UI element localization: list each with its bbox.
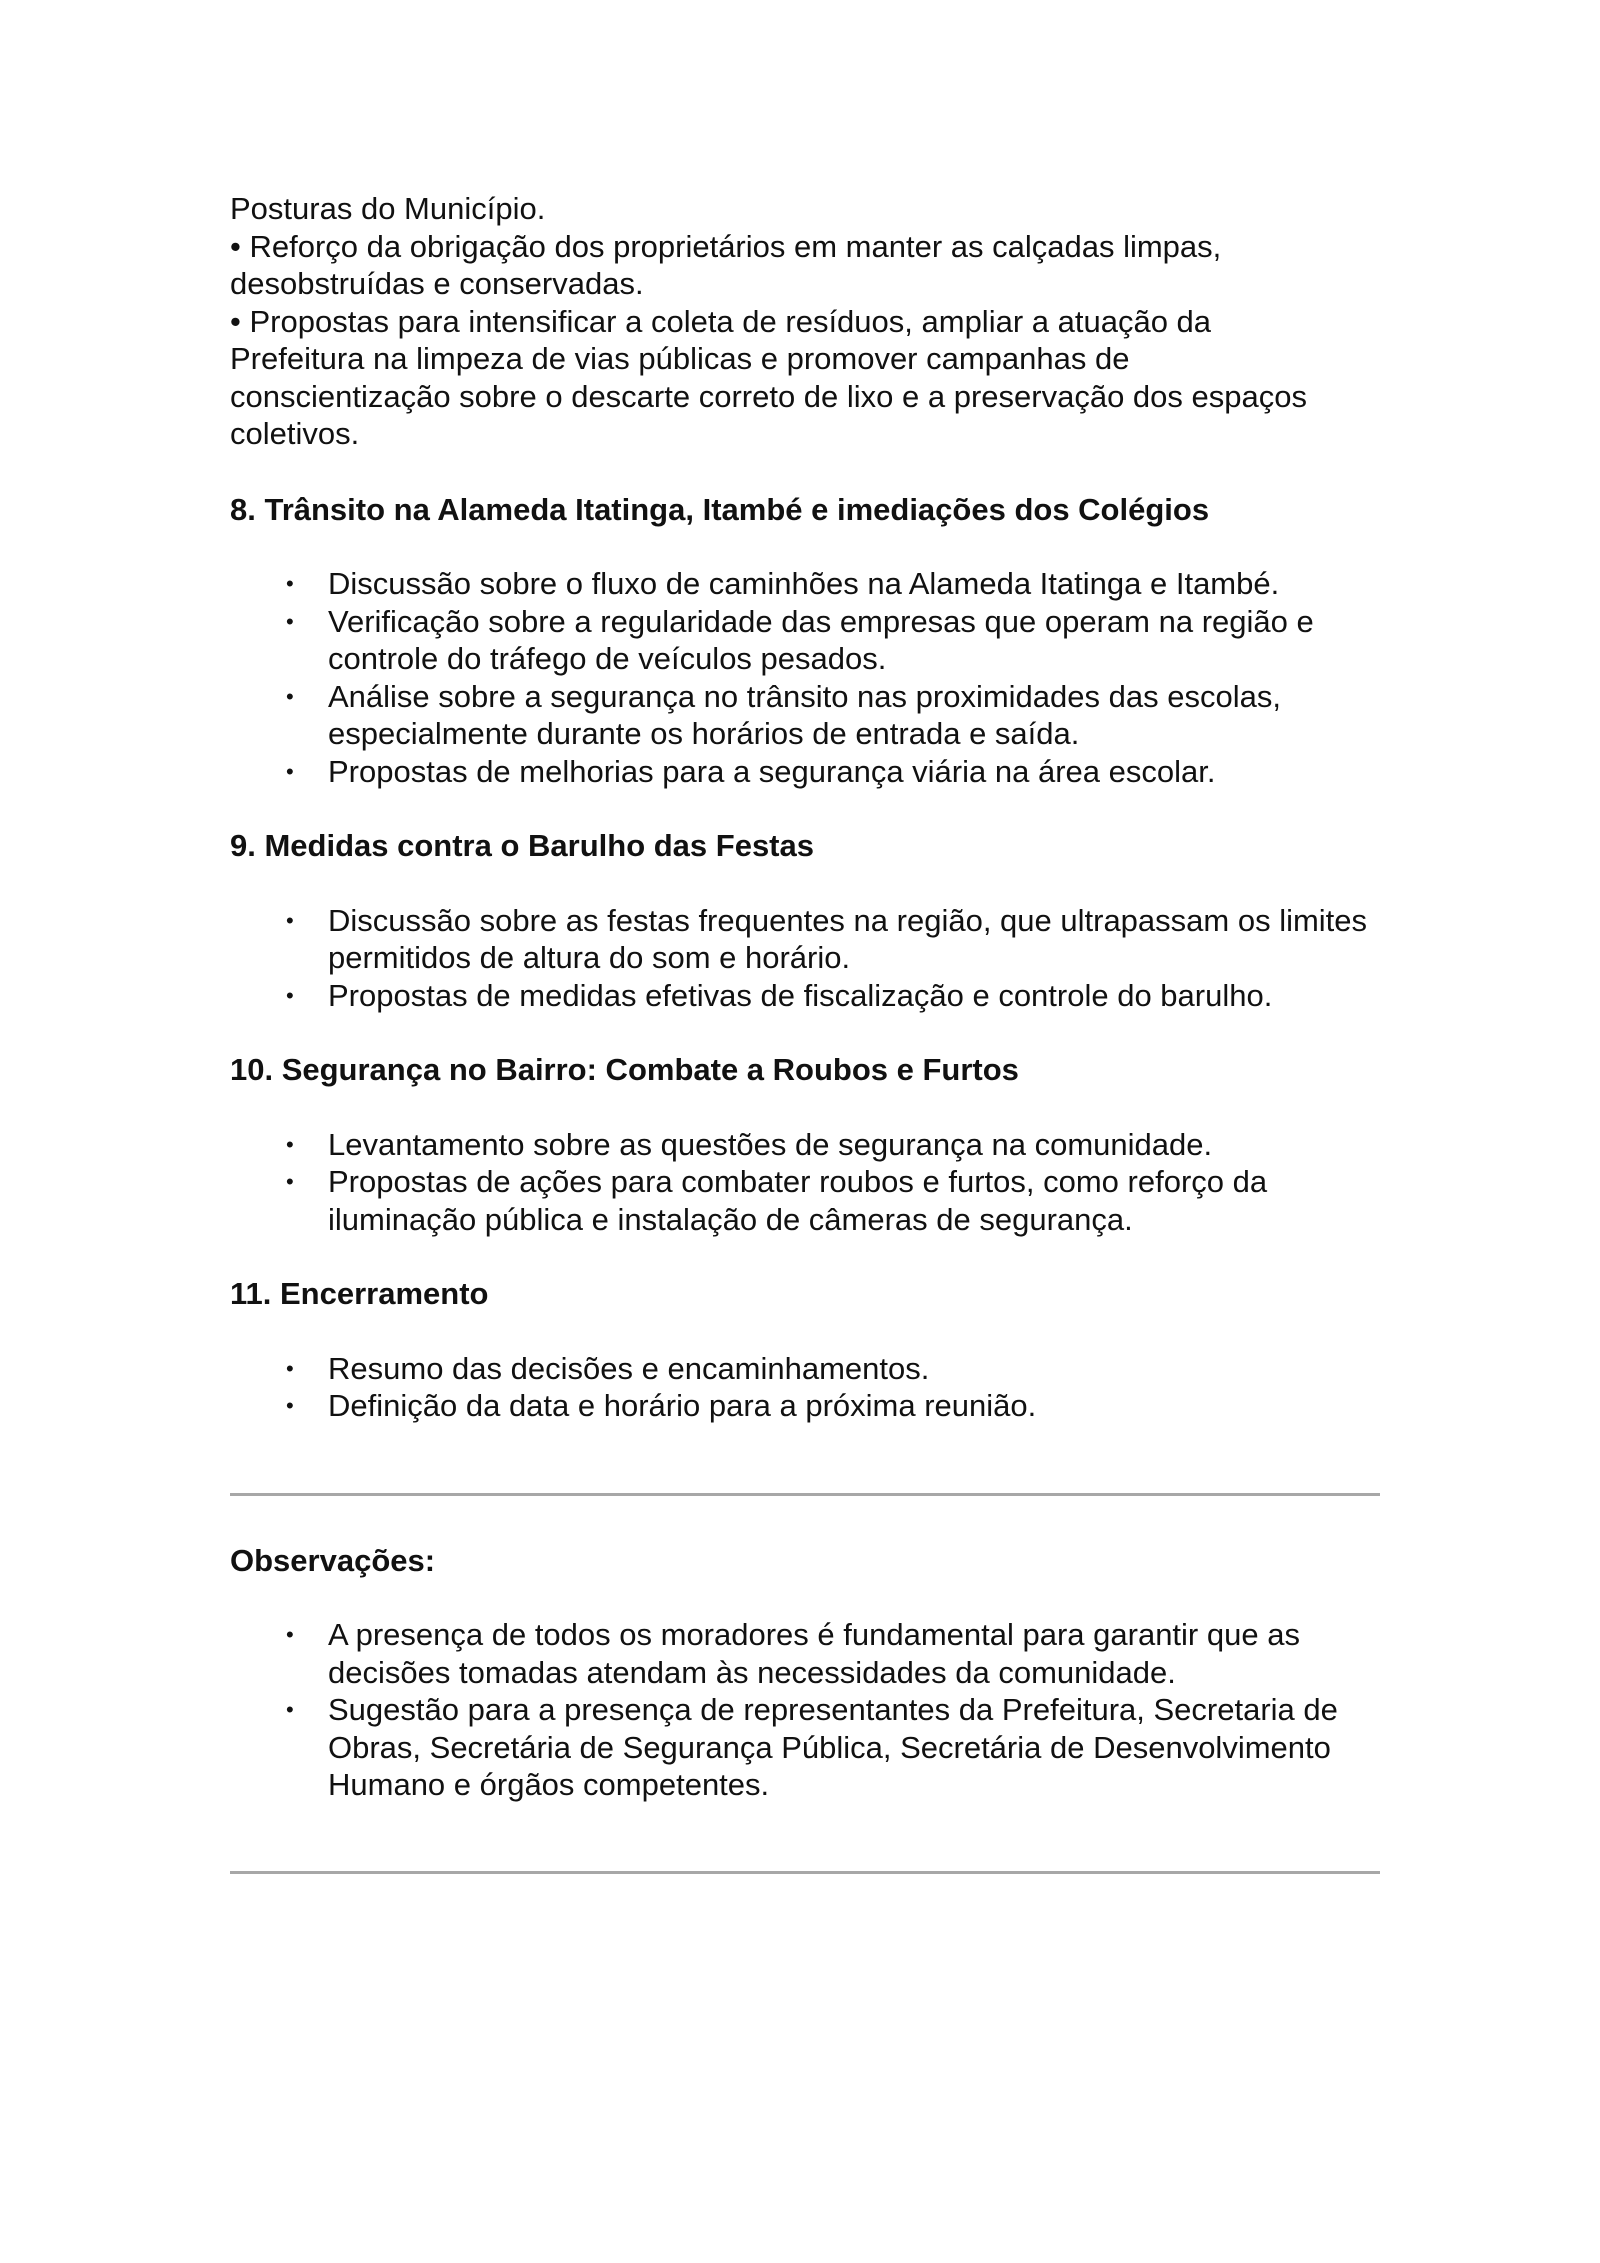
intro-line: Prefeitura na limpeza de vias públicas e promover campanhas de	[230, 341, 1130, 376]
section-list	[230, 902, 1380, 1015]
bullet-icon: •	[286, 907, 294, 933]
list-item-text: Resumo das decisões e encaminhamentos.	[328, 1350, 930, 1386]
bullet-icon: •	[286, 1131, 294, 1157]
section-heading: 11. Encerramento	[230, 1276, 489, 1311]
bullet-icon: •	[286, 1393, 294, 1418]
intro-line: coletivos.	[230, 416, 360, 451]
list-item-text: Propostas de ações para combater roubos e furtos, como reforço da iluminação pública e instalação de câmeras de segurança.	[328, 1164, 1268, 1237]
bullet-icon: •	[286, 683, 294, 709]
intro-line: conscientização sobre o descarte correto de lixo e a preservação dos espaços	[230, 378, 1307, 414]
intro-line: Posturas do Município.	[230, 191, 546, 226]
bullet-icon: •	[286, 1622, 294, 1647]
list-item	[230, 1691, 1380, 1804]
list-item-text: Discussão sobre o fluxo de caminhões na Alameda Itatinga e Itambé.	[328, 566, 1280, 601]
list-item-text: Definição da data e horário para a próxima reunião.	[328, 1388, 1037, 1423]
section-heading: 9. Medidas contra o Barulho das Festas	[230, 828, 814, 863]
bullet-icon: •	[286, 608, 294, 634]
list-item-text: Levantamento sobre as questões de segurança na comunidade.	[328, 1126, 1213, 1162]
list-item-text: Propostas de medidas efetivas de fiscalização e controle do barulho.	[328, 977, 1273, 1013]
list-item-text: Discussão sobre as festas frequentes na região, que ultrapassam os limites permitidos de altura do som e horário.	[328, 902, 1368, 975]
list-item-text: A presença de todos os moradores é fundamental para garantir que as decisões tomadas atendam às necessidades da comunidade.	[328, 1617, 1300, 1690]
list-item	[230, 977, 1380, 1015]
list-item-text: Análise sobre a segurança no trânsito nas proximidades das escolas, especialmente durante os horários de entrada e saída.	[328, 678, 1281, 751]
list-item-text: Propostas de melhorias para a segurança viária na área escolar.	[328, 753, 1216, 789]
section-list	[230, 565, 1380, 790]
horizontal-divider	[230, 1871, 1380, 1874]
bullet-icon: •	[286, 1697, 294, 1722]
intro-paragraph	[230, 190, 1380, 453]
list-item	[230, 1350, 1380, 1388]
list-item	[230, 565, 1380, 603]
list-item	[230, 753, 1380, 791]
list-item	[230, 1126, 1380, 1164]
list-item	[230, 1616, 1380, 1691]
section-list	[230, 1126, 1380, 1239]
bullet-icon: •	[286, 982, 294, 1008]
intro-line: • Reforço da obrigação dos proprietários em manter as calçadas limpas,	[230, 228, 1222, 264]
section-list	[230, 1350, 1380, 1425]
observations-list	[230, 1616, 1380, 1804]
spacer	[230, 1425, 1380, 1493]
list-item	[230, 1387, 1380, 1425]
observations-heading: Observações:	[230, 1542, 436, 1578]
list-item	[230, 902, 1380, 977]
section-heading: 10. Segurança no Bairro: Combate a Roubos e Furtos	[230, 1052, 1019, 1087]
intro-line: desobstruídas e conservadas.	[230, 266, 644, 301]
list-item-text: Verificação sobre a regularidade das empresas que operam na região e controle do tráfego de veículos pesados.	[328, 603, 1314, 676]
intro-line: • Propostas para intensificar a coleta de resíduos, ampliar a atuação da	[230, 303, 1212, 339]
list-item	[230, 678, 1380, 753]
list-item-text: Sugestão para a presença de representantes da Prefeitura, Secretaria de Obras, Secretária de Segurança Pública, Secretária de Desenvolvimento Humano e órgãos competentes.	[328, 1692, 1338, 1802]
list-item	[230, 1163, 1380, 1238]
bullet-icon: •	[286, 571, 294, 596]
list-item	[230, 603, 1380, 678]
bullet-icon: •	[286, 1355, 294, 1381]
spacer	[230, 1804, 1380, 1871]
bullet-icon: •	[286, 758, 294, 784]
section-heading: 8. Trânsito na Alameda Itatinga, Itambé e imediações dos Colégios	[230, 491, 1210, 527]
bullet-icon: •	[286, 1169, 294, 1194]
spacer	[230, 1496, 1380, 1542]
document-body	[230, 190, 1380, 1874]
